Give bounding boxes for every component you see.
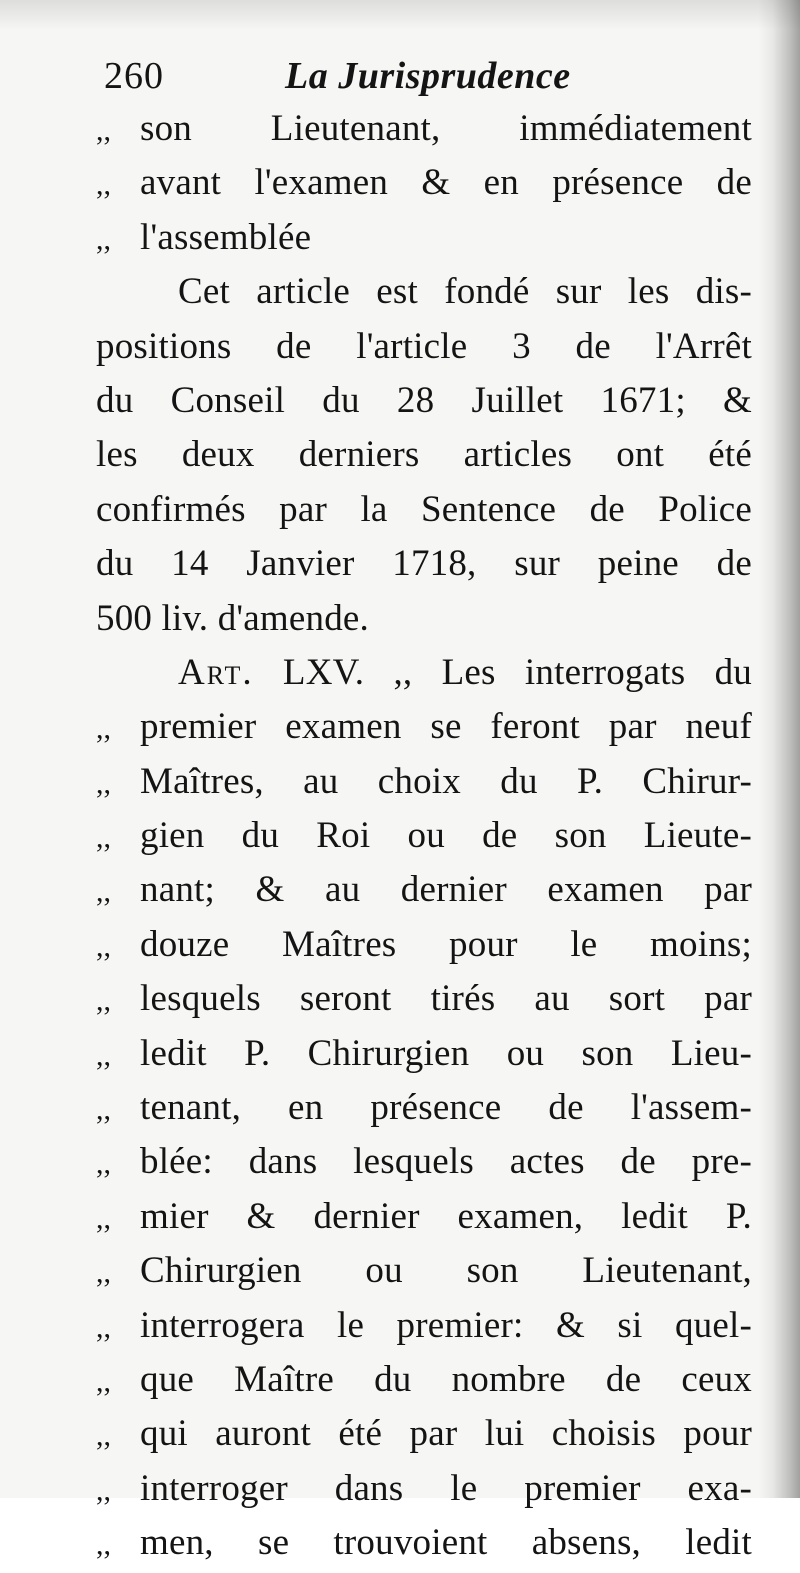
line-text: lesquels seront tirés au sort par (140, 978, 752, 1020)
quote-mark: ,, (96, 168, 111, 202)
quote-mark: ,, (96, 1256, 111, 1290)
running-title: La Jurisprudence (285, 55, 571, 97)
text-line (96, 265, 752, 319)
text-line (96, 700, 752, 754)
running-head (0, 50, 800, 102)
quote-mark: ,, (96, 712, 111, 746)
quote-mark: ,, (96, 1147, 111, 1181)
line-text: que Maître du nombre de ceux (140, 1358, 752, 1400)
quote-mark: ,, (96, 1038, 111, 1072)
text-line (96, 537, 752, 591)
text-line (96, 102, 752, 156)
quote-mark: ,, (96, 984, 111, 1018)
quote-mark: ,, (96, 766, 111, 800)
text-line (96, 1081, 752, 1135)
quote-mark: ,, (96, 821, 111, 855)
quote-mark: ,, (96, 222, 111, 256)
article-label: Art. (178, 651, 254, 693)
text-line (96, 1299, 752, 1353)
line-text: men, se trouvoient absens, ledit (140, 1522, 752, 1564)
text-line (96, 1462, 752, 1516)
text-line (96, 320, 752, 374)
line-text: les deux derniers articles ont été (96, 434, 752, 476)
line-text: confirmés par la Sentence de Police (96, 488, 752, 530)
quote-mark: ,, (96, 929, 111, 963)
line-text: interroger dans le premier exa- (140, 1467, 752, 1509)
line-text: tenant, en présence de l'assem- (140, 1087, 752, 1129)
text-line (96, 755, 752, 809)
text-line (96, 1516, 752, 1570)
text-line (96, 374, 752, 428)
line-text: l'assemblée (140, 216, 312, 258)
quote-mark: ,, (96, 1473, 111, 1507)
quote-mark: ,, (96, 1364, 111, 1398)
text-line (96, 1135, 752, 1189)
body-text (96, 102, 752, 1571)
quote-mark: ,, (96, 1201, 111, 1235)
text-line (96, 863, 752, 917)
page-edge-shadow (758, 0, 800, 1498)
quote-mark: ,, (96, 1310, 111, 1344)
line-text: son Lieutenant, immédiatement (140, 108, 752, 149)
line-text: positions de l'article 3 de l'Arrêt (96, 325, 752, 367)
quote-mark: ,, (96, 1093, 111, 1127)
article-text: LXV. ,, Les interrogats du (253, 651, 752, 693)
line-text: blée: dans lesquels actes de pre- (140, 1141, 752, 1183)
text-line (96, 918, 752, 972)
text-line (96, 1407, 752, 1461)
quote-mark: ,, (96, 114, 111, 147)
line-text: Cet article est fondé sur les dis- (178, 271, 752, 313)
text-line (96, 809, 752, 863)
line-text: douze Maîtres pour le moins; (140, 923, 752, 965)
line-text: 500 liv. d'amende. (96, 597, 369, 639)
text-line (96, 972, 752, 1026)
page-number: 260 (104, 55, 164, 97)
quote-mark: ,, (96, 1528, 111, 1562)
line-text: nant; & au dernier examen par (140, 869, 752, 911)
text-line (96, 1244, 752, 1298)
line-text: du 14 Janvier 1718, sur peine de (96, 543, 752, 585)
line-text: avant l'examen & en présence de (140, 162, 752, 204)
text-line (96, 646, 752, 700)
text-line (96, 1027, 752, 1081)
text-line (96, 156, 752, 210)
line-text: qui auront été par lui choisis pour (140, 1413, 752, 1455)
text-line (96, 592, 752, 646)
line-text: premier examen se feront par neuf (140, 706, 752, 748)
line-text: interrogera le premier: & si quel- (140, 1304, 752, 1346)
line-text: du Conseil du 28 Juillet 1671; & (96, 379, 752, 421)
text-line (96, 211, 752, 265)
text-line (96, 483, 752, 537)
line-text: gien du Roi ou de son Lieute- (140, 815, 752, 857)
line-text: Maîtres, au choix du P. Chirur- (140, 760, 752, 802)
text-line (96, 1190, 752, 1244)
quote-mark: ,, (96, 875, 111, 909)
line-text: mier & dernier examen, ledit P. (140, 1195, 752, 1237)
quote-mark: ,, (96, 1419, 111, 1453)
line-text: Chirurgien ou son Lieutenant, (140, 1250, 752, 1292)
line-text (140, 646, 752, 700)
line-text: ledit P. Chirurgien ou son Lieu- (140, 1032, 752, 1074)
text-line (96, 428, 752, 482)
text-line (96, 1353, 752, 1407)
page-top-shadow (0, 0, 800, 30)
